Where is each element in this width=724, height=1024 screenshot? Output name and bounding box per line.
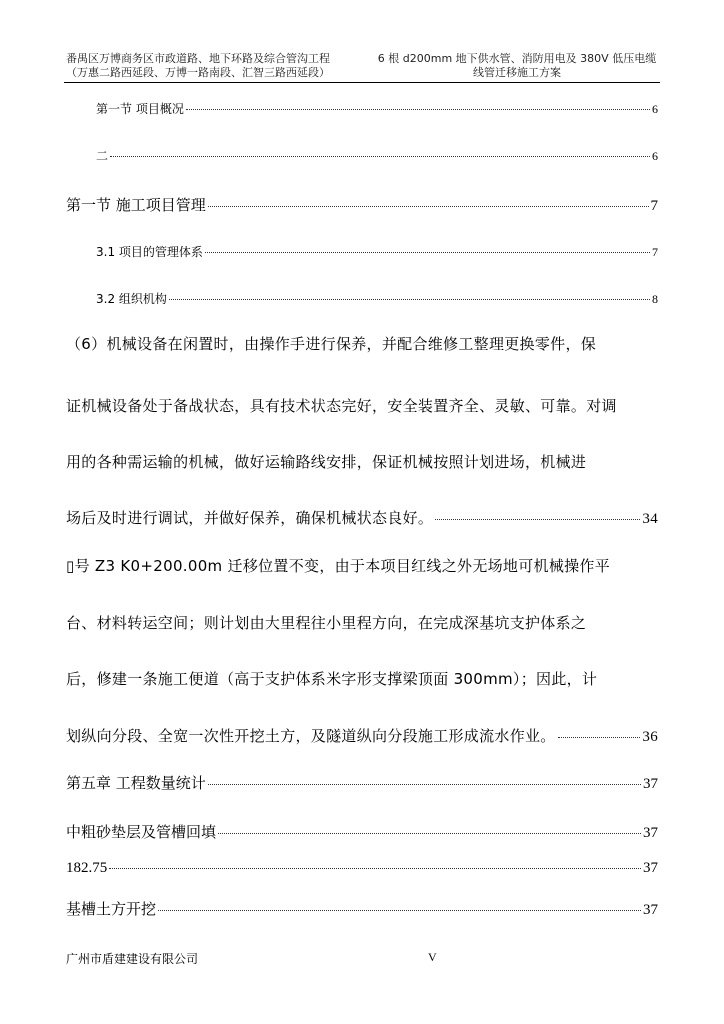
toc-entry-management-system[interactable] [96, 243, 658, 260]
toc-label: 3.1 项目的管理体系 [96, 245, 203, 259]
toc-page: 37 [643, 776, 658, 792]
toc-page: 6 [652, 102, 658, 116]
toc-entry-number[interactable] [66, 860, 658, 877]
toc-entry-organization[interactable] [96, 290, 658, 307]
toc-page: 37 [643, 825, 658, 841]
toc-page: 37 [643, 860, 658, 876]
para2-line4[interactable] [66, 725, 658, 746]
para1-page: 34 [642, 511, 658, 527]
toc-leader [435, 519, 640, 520]
header-left [66, 52, 366, 80]
toc-label: 二 [96, 149, 109, 163]
header-right-line2: 线管迁移施工方案 [473, 66, 561, 79]
toc-page: 8 [652, 292, 658, 306]
toc-label: 第五章 工程数量统计 [66, 774, 206, 792]
para1-line1: （6）机械设备在闲置时，由操作手进行保养，并配合维修工整理更换零件，保 [66, 335, 597, 353]
header-left-line2: （万惠二路西延段、万博一路南段、汇智三路西延段） [66, 66, 330, 79]
toc-leader [208, 206, 649, 207]
para2-line3: 后，修建一条施工便道（高于支护体系米字形支撑梁顶面 300mm）；因此，计 [66, 670, 598, 688]
missing-glyph-icon: ▯ [66, 557, 75, 575]
toc-page: 37 [643, 902, 658, 918]
toc-page: 7 [652, 245, 658, 259]
header-right [372, 52, 662, 80]
toc-entry-sand-cushion[interactable] [66, 821, 658, 842]
toc-leader [558, 737, 641, 738]
para1-line4[interactable] [66, 507, 658, 528]
toc-entry-two[interactable] [96, 147, 658, 164]
toc-leader [110, 156, 650, 157]
header-right-line1: 6 根 d200mm 地下供水管、消防用电及 380V 低压电缆 [377, 52, 657, 65]
toc-label: 第一节 施工项目管理 [66, 196, 206, 214]
toc-page: 6 [652, 149, 658, 163]
toc-label: 第一节 项目概况 [96, 102, 184, 116]
footer-company: 广州市盾建建设有限公司 [66, 952, 199, 966]
para1-line2: 证机械设备处于备战状态，具有技术状态完好，安全装置齐全、灵敏、可靠。对调 [66, 397, 617, 415]
header-divider [64, 82, 660, 83]
para2-line1 [66, 555, 658, 576]
toc-entry-trench-excavation[interactable] [66, 898, 658, 919]
toc-label: 中粗砂垫层及管槽回填 [66, 823, 217, 841]
toc-leader [186, 109, 650, 110]
para1-line4-text: 场后及时进行调试，并做好保养，确保机械状态良好。 [66, 509, 434, 527]
toc-leader [169, 299, 650, 300]
toc-entry-project-overview[interactable] [96, 100, 658, 117]
toc-leader [218, 833, 641, 834]
para2-line2: 台、材料转运空间；则计划由大里程往小里程方向，在完成深基坑支护体系之 [66, 614, 587, 632]
toc-label: 3.2 组织机构 [96, 292, 167, 306]
toc-leader [208, 784, 641, 785]
toc-page: 7 [650, 198, 658, 214]
para2-line1-text: 号 Z3 K0+200.00m 迁移位置不变，由于本项目红线之外无场地可机械操作平 [74, 557, 611, 575]
toc-leader [158, 910, 641, 911]
toc-leader [205, 252, 650, 253]
para2-line4-text: 划纵向分段、全宽一次性开挖土方，及隧道纵向分段施工形成流水作业。 [66, 727, 556, 745]
footer-page-number: V [428, 950, 437, 964]
toc-leader [109, 868, 641, 869]
toc-label: 182.75 [66, 860, 108, 876]
toc-label: 基槽土方开挖 [66, 900, 157, 918]
header-left-line1: 番禺区万博商务区市政道路、地下环路及综合管沟工程 [66, 52, 330, 65]
para1-line3: 用的各种需运输的机械，做好运输路线安排，保证机械按照计划进场，机械进 [66, 453, 587, 471]
toc-entry-construction-management[interactable] [66, 194, 658, 215]
toc-entry-quantity-stats[interactable] [66, 772, 658, 793]
para2-page: 36 [642, 729, 658, 745]
